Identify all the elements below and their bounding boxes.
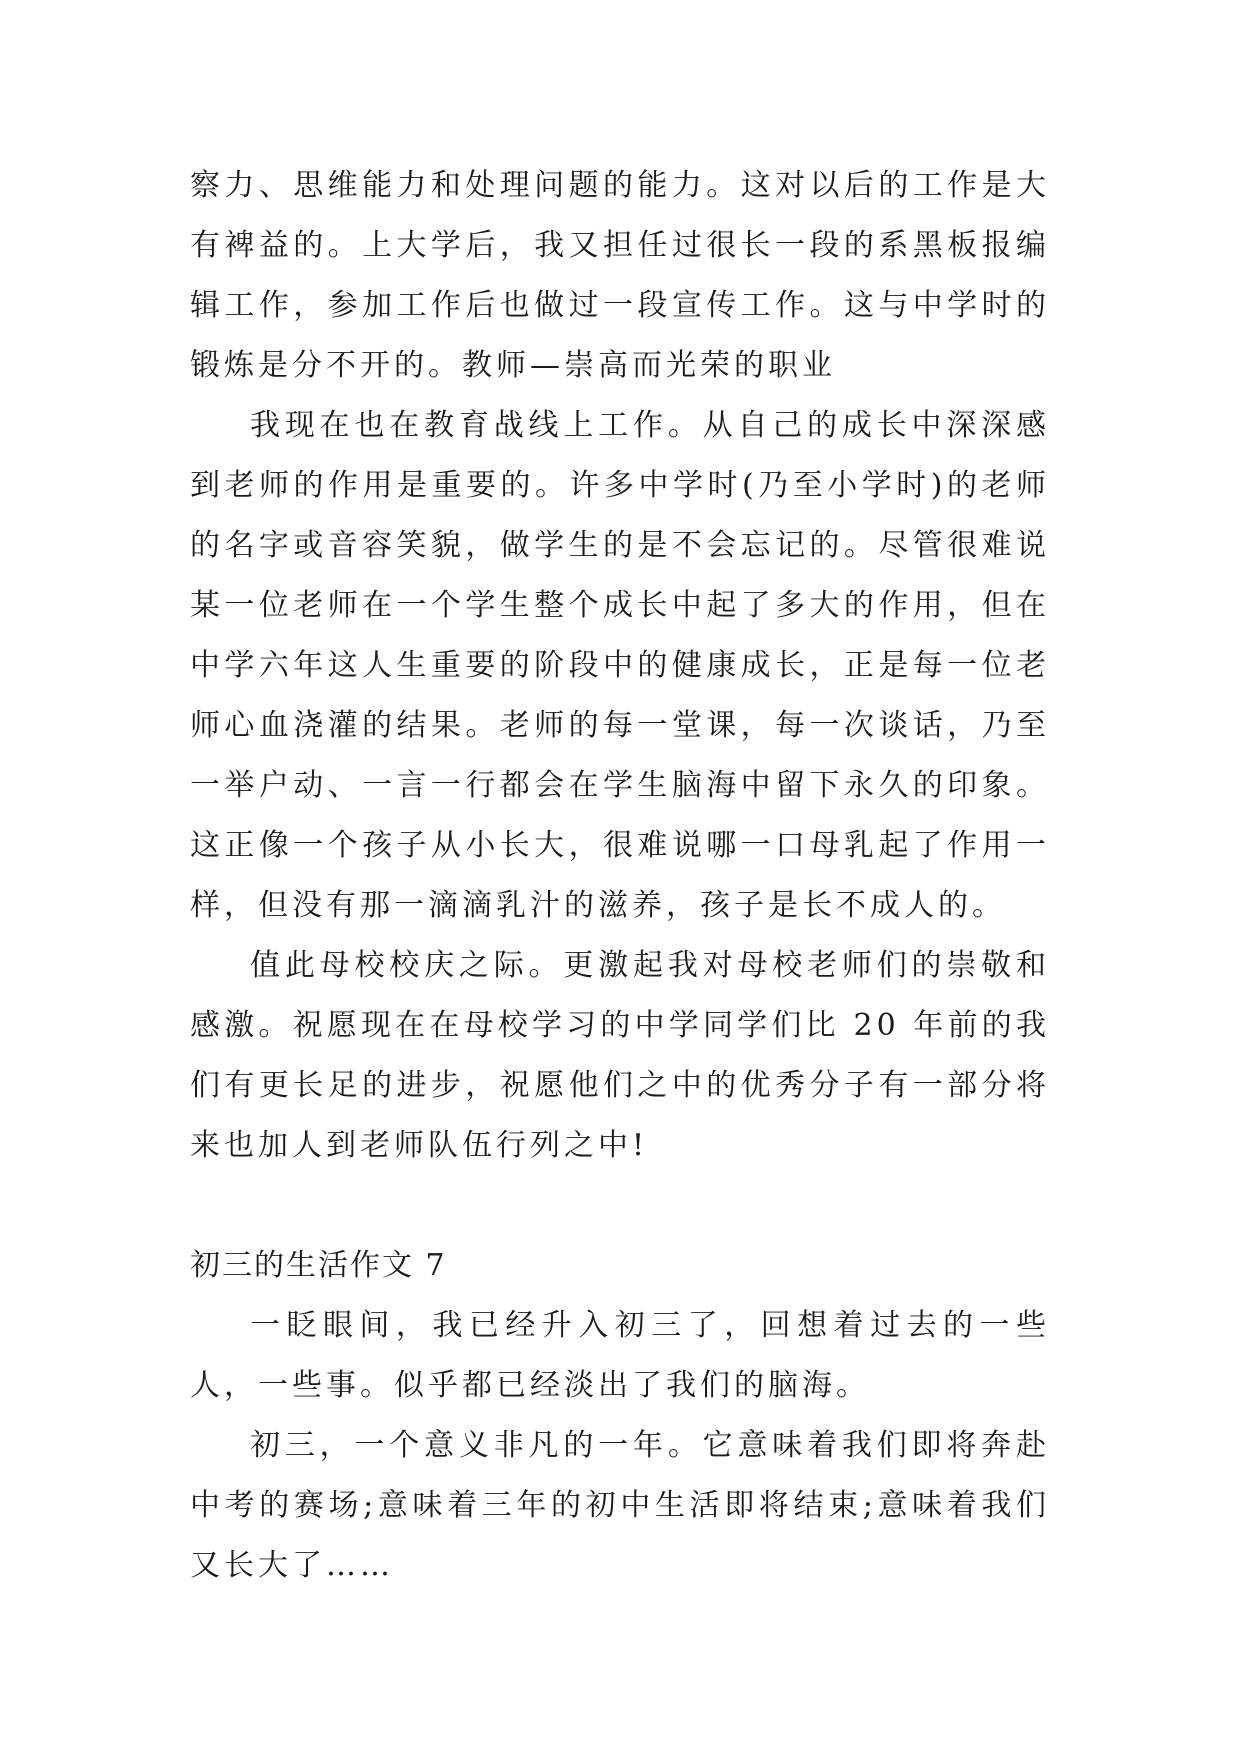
- paragraph-teacher-role: 我现在也在教育战线上工作。从自己的成长中深深感到老师的作用是重要的。许多中学时(乃至小学时)的老师的名字或音容笑貌，做学生的是不会忘记的。尽管很难说某一位老师在一个学生整个成长中起了多大的作用，但在中学六年这人生重要的阶段中的健康成长，正是每一位老师心血浇灌的结果。老师的每一堂课，每一次谈话，乃至一举户动、一言一行都会在学生脑海中留下永久的印象。这正像一个孩子从小长大，很难说哪一口母乳起了作用一样，但没有那一滴滴乳汁的滋养，孩子是长不成人的。: [190, 408, 1050, 923]
- section-paragraph-1: 一眨眼间，我已经升入初三了，回想着过去的一些人，一些事。似乎都已经淡出了我们的脑海。: [190, 1308, 1050, 1403]
- section-title: 初三的生活作文 7: [190, 1248, 447, 1283]
- section-gap: [190, 1176, 1050, 1236]
- paragraph-continuation: 察力、思维能力和处理问题的能力。这对以后的工作是大有裨益的。上大学后，我又担任过很长一段的系黑板报编辑工作，参加工作后也做过一段宣传工作。这与中学时的锻炼是分不开的。教师—崇高而光荣的职业: [190, 168, 1050, 383]
- paragraph-anniversary: 值此母校校庆之际。更激起我对母校老师们的崇敬和感激。祝愿现在在母校学习的中学同学们比 20 年前的我们有更长足的进步，祝愿他们之中的优秀分子有一部分将来也加人到老师队伍行列之中!: [190, 948, 1050, 1163]
- section-paragraph-2: 初三，一个意义非凡的一年。它意味着我们即将奔赴中考的赛场;意味着三年的初中生活即将结束;意味着我们又长大了……: [190, 1428, 1050, 1583]
- document-body: [190, 156, 1050, 1596]
